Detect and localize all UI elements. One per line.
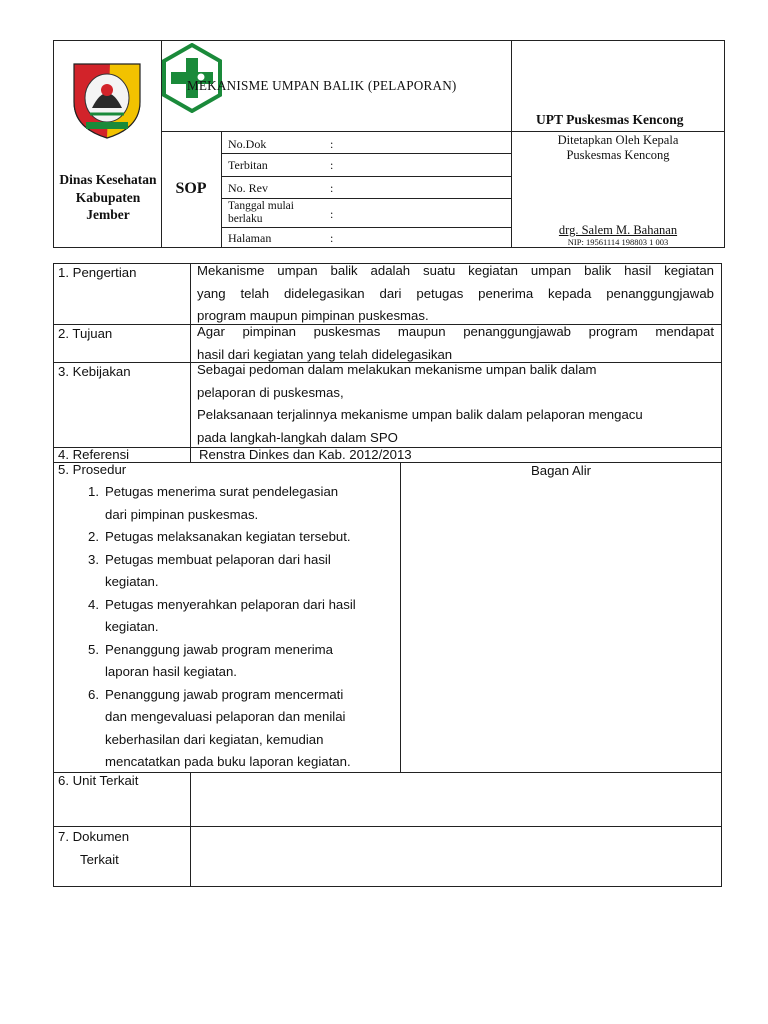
field-label-terbitan: Terbitan <box>228 158 268 172</box>
kebijakan-line: pelaporan di puskesmas, <box>197 384 344 400</box>
kebijakan-line: Sebagai pedoman dalam melakukan mekanisme umpan balik dalam <box>197 362 597 377</box>
document-title: MEKANISME UMPAN BALIK (PELAPORAN) <box>187 78 457 93</box>
agency-text: Dinas Kesehatan Kabupaten Jember <box>59 172 157 222</box>
section-text-kebijakan <box>197 359 714 449</box>
approval-name: drg. Salem M. Bahanan <box>558 223 678 237</box>
pengertian-line: yang telah didelegasikan dari petugas penerima kepada penanggungjawab <box>197 285 714 301</box>
section-label-dokumen-terkait <box>58 826 129 871</box>
approval-nip: NIP: 19561114 198803 1 003 <box>567 237 669 247</box>
step-number: 3. <box>88 551 99 567</box>
pengertian-line: program maupun pimpinan puskesmas. <box>197 308 429 323</box>
step-number: 6. <box>88 686 99 702</box>
field-label-nodok: No.Dok <box>228 137 267 151</box>
step-line: mencatatkan pada buku laporan kegiatan. <box>105 754 351 769</box>
section-label-kebijakan: 3. Kebijakan <box>58 364 131 379</box>
step-number: 5. <box>88 641 99 657</box>
approval-line1: Ditetapkan Oleh Kepala <box>557 133 679 147</box>
section-label-unit-terkait: 6. Unit Terkait <box>58 773 139 788</box>
tujuan-line: Agar pimpinan puskesmas maupun penanggungjawab program mendapat <box>197 324 714 339</box>
procedure-step <box>88 639 400 684</box>
field-value-tanggal: : <box>330 207 334 221</box>
field-value-halaman: : <box>330 231 334 245</box>
step-line: Petugas membuat pelaporan dari hasil <box>105 551 331 567</box>
field-label-tanggal: Tanggal mulai berlaku <box>228 200 294 225</box>
step-line: keberhasilan dari kegiatan, kemudian <box>105 731 324 747</box>
section-label-referensi: 4. Referensi <box>58 447 130 462</box>
step-number: 2. <box>88 529 99 544</box>
dokumen-label-line: Terkait <box>80 851 119 867</box>
section-label-pengertian: 1. Pengertian <box>58 265 137 280</box>
field-value-terbitan: : <box>330 158 334 172</box>
step-line: kegiatan. <box>105 619 159 634</box>
flowchart-label: Bagan Alir <box>530 463 592 478</box>
step-line: dan mengevaluasi pelaporan dan menilai <box>105 709 346 724</box>
approval-line2: Puskesmas Kencong <box>566 148 670 162</box>
step-line: Petugas menerima surat pendelegasian <box>105 484 339 499</box>
section-text-pengertian <box>197 260 714 328</box>
section-text-referensi: Renstra Dinkes dan Kab. 2012/2013 <box>199 447 412 462</box>
procedure-step <box>88 481 400 526</box>
step-number: 4. <box>88 596 99 612</box>
field-value-nodok: : <box>330 137 334 151</box>
step-line: laporan hasil kegiatan. <box>105 664 237 679</box>
procedure-step <box>88 549 400 594</box>
section-label-prosedur: 5. Prosedur <box>58 462 127 477</box>
step-line: Petugas melaksanakan kegiatan tersebut. <box>105 529 351 544</box>
pengertian-line: Mekanisme umpan balik adalah suatu kegiatan umpan balik hasil kegiatan <box>197 263 714 278</box>
step-line: Penanggung jawab program mencermati <box>105 686 344 702</box>
agency-name <box>56 171 160 224</box>
sop-label: SOP <box>175 180 207 197</box>
step-line: kegiatan. <box>105 574 159 589</box>
field-label-halaman: Halaman <box>228 231 272 245</box>
procedure-step <box>88 526 400 549</box>
tujuan-line: hasil dari kegiatan yang telah didelegasikan <box>197 346 453 362</box>
jember-emblem-icon <box>70 58 144 140</box>
kebijakan-line: pada langkah-langkah dalam SPO <box>197 429 398 445</box>
step-line: dari pimpinan puskesmas. <box>105 506 259 522</box>
step-line: Petugas menyerahkan pelaporan dari hasil <box>105 596 356 612</box>
field-label-norev: No. Rev <box>228 181 268 195</box>
section-label-tujuan: 2. Tujuan <box>58 326 113 341</box>
kebijakan-line: Pelaksanaan terjalinnya mekanisme umpan balik dalam pelaporan mengacu <box>197 407 643 422</box>
step-number: 1. <box>88 484 99 499</box>
procedure-step <box>88 684 400 774</box>
procedure-steps <box>55 481 400 774</box>
procedure-step <box>88 594 400 639</box>
step-line: Penanggung jawab program menerima <box>105 641 333 657</box>
dokumen-label-line: 7. Dokumen <box>58 829 130 844</box>
field-value-norev: : <box>330 181 334 195</box>
institution-name: UPT Puskesmas Kencong <box>536 112 684 127</box>
